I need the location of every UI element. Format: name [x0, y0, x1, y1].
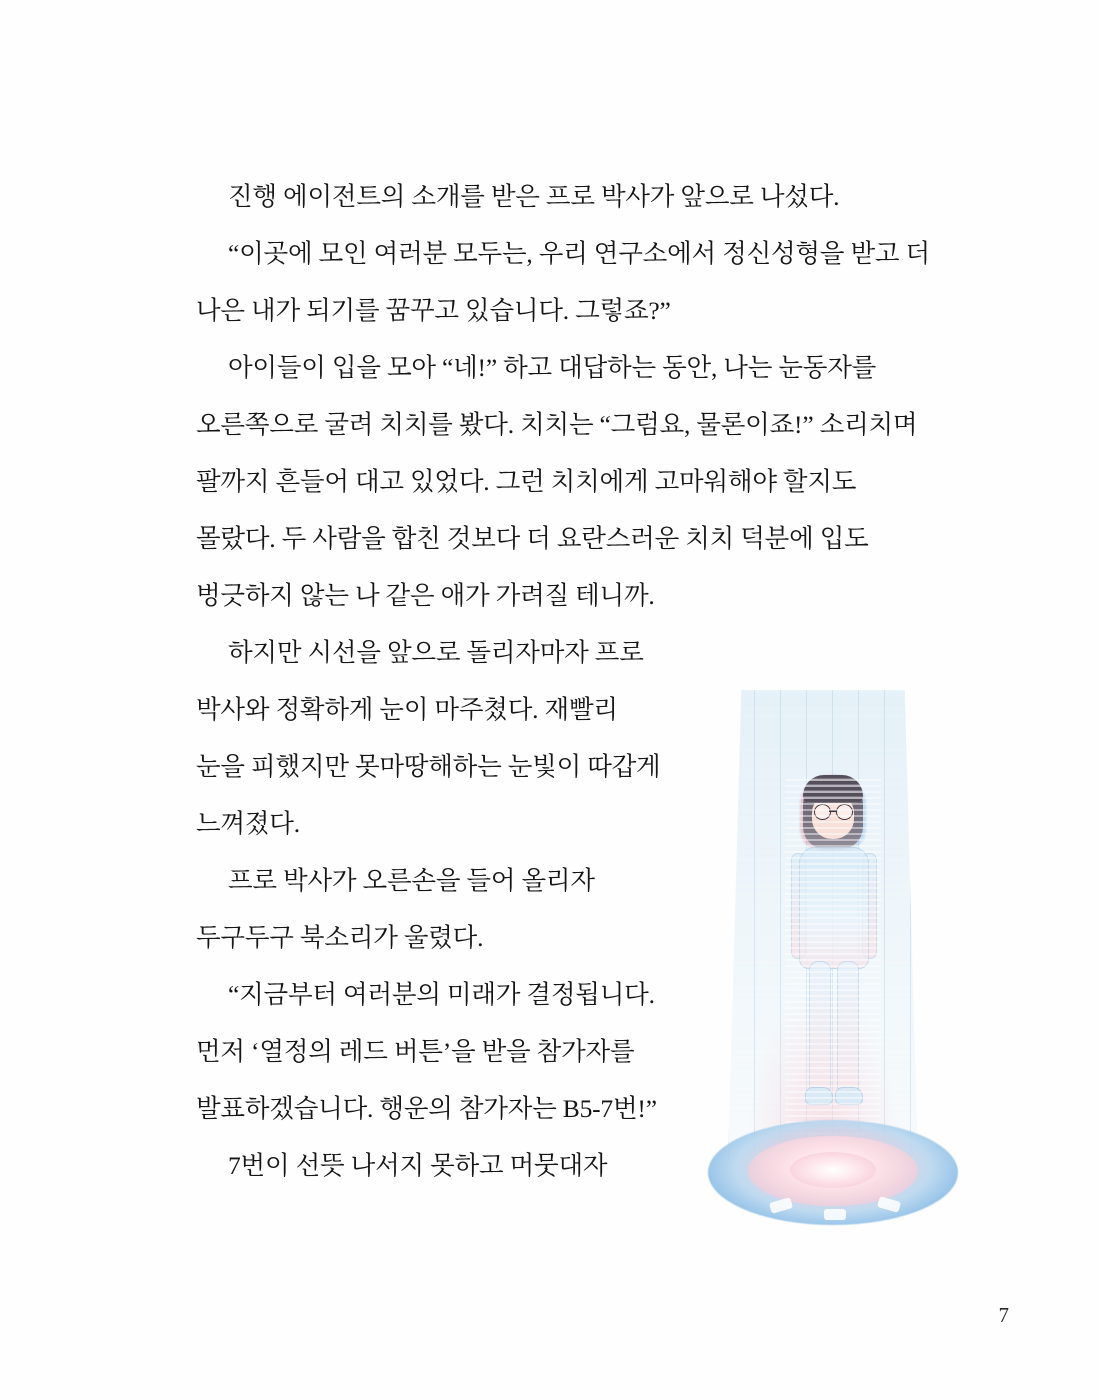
girl-figure: [785, 775, 881, 1135]
platform-core-light: [790, 1152, 876, 1188]
paragraph-1: 진행 에이전트의 소개를 받은 프로 박사가 앞으로 나섰다.: [228, 182, 840, 211]
leg-left: [809, 961, 831, 1095]
paragraph-7: 7번이 선뜻 나서지 못하고 머뭇대자: [228, 1151, 608, 1180]
glasses-bridge: [829, 810, 837, 812]
paragraph-2: “이곳에 모인 여러분 모두는, 우리 연구소에서 정신성형을 받고 더 나은 내가 되기를 꿈꾸고 있습니다. 그렇죠?”: [196, 239, 930, 325]
paragraph-6: “지금부터 여러분의 미래가 결정됩니다. 먼저 ‘열정의 레드 버튼’을 받을 참가자를 발표하겠습니다. 행운의 참가자는 B5-7번!”: [196, 980, 657, 1123]
shoe-right: [835, 1087, 863, 1105]
glasses-lens-right: [836, 804, 853, 820]
paragraph-5: 프로 박사가 오른손을 들어 올리자 두구두구 북소리가 울렸다.: [196, 866, 595, 952]
hologram-platform: [708, 1110, 958, 1240]
legs: [807, 961, 859, 1111]
hair-fringe: [803, 775, 863, 803]
paragraph-4: 하지만 시선을 앞으로 돌리자마자 프로 박사와 정확하게 눈이 마주쳤다. 재빨리 눈을 피했지만 못마땅해하는 눈빛이 따갑게 느껴졌다.: [196, 638, 661, 838]
page-number: 7: [998, 1303, 1009, 1327]
leg-right: [837, 961, 859, 1095]
glasses-icon: [812, 804, 854, 818]
shoe-left: [805, 1087, 833, 1105]
torso: [799, 847, 869, 969]
glasses-lens-left: [814, 804, 831, 820]
illustration-girl-in-hologram-beam: [690, 690, 990, 1270]
paragraph-3: 아이들이 입을 모아 “네!” 하고 대답하는 동안, 나는 눈동자를 오른쪽으로 굴려 치치를 봤다. 치치는 “그럼요, 물론이죠!” 소리치며 팔까지 흔들어 대고 있었다. 그런 치치에게 고마워해야 할지도 몰랐다. 두 사람을 합친 것보다 더 요란스러운 치치 덕분에 입도 벙긋하지 않는 나 같은 애가 가려질 테니까.: [196, 353, 918, 610]
platform-notch-center: [824, 1209, 846, 1220]
